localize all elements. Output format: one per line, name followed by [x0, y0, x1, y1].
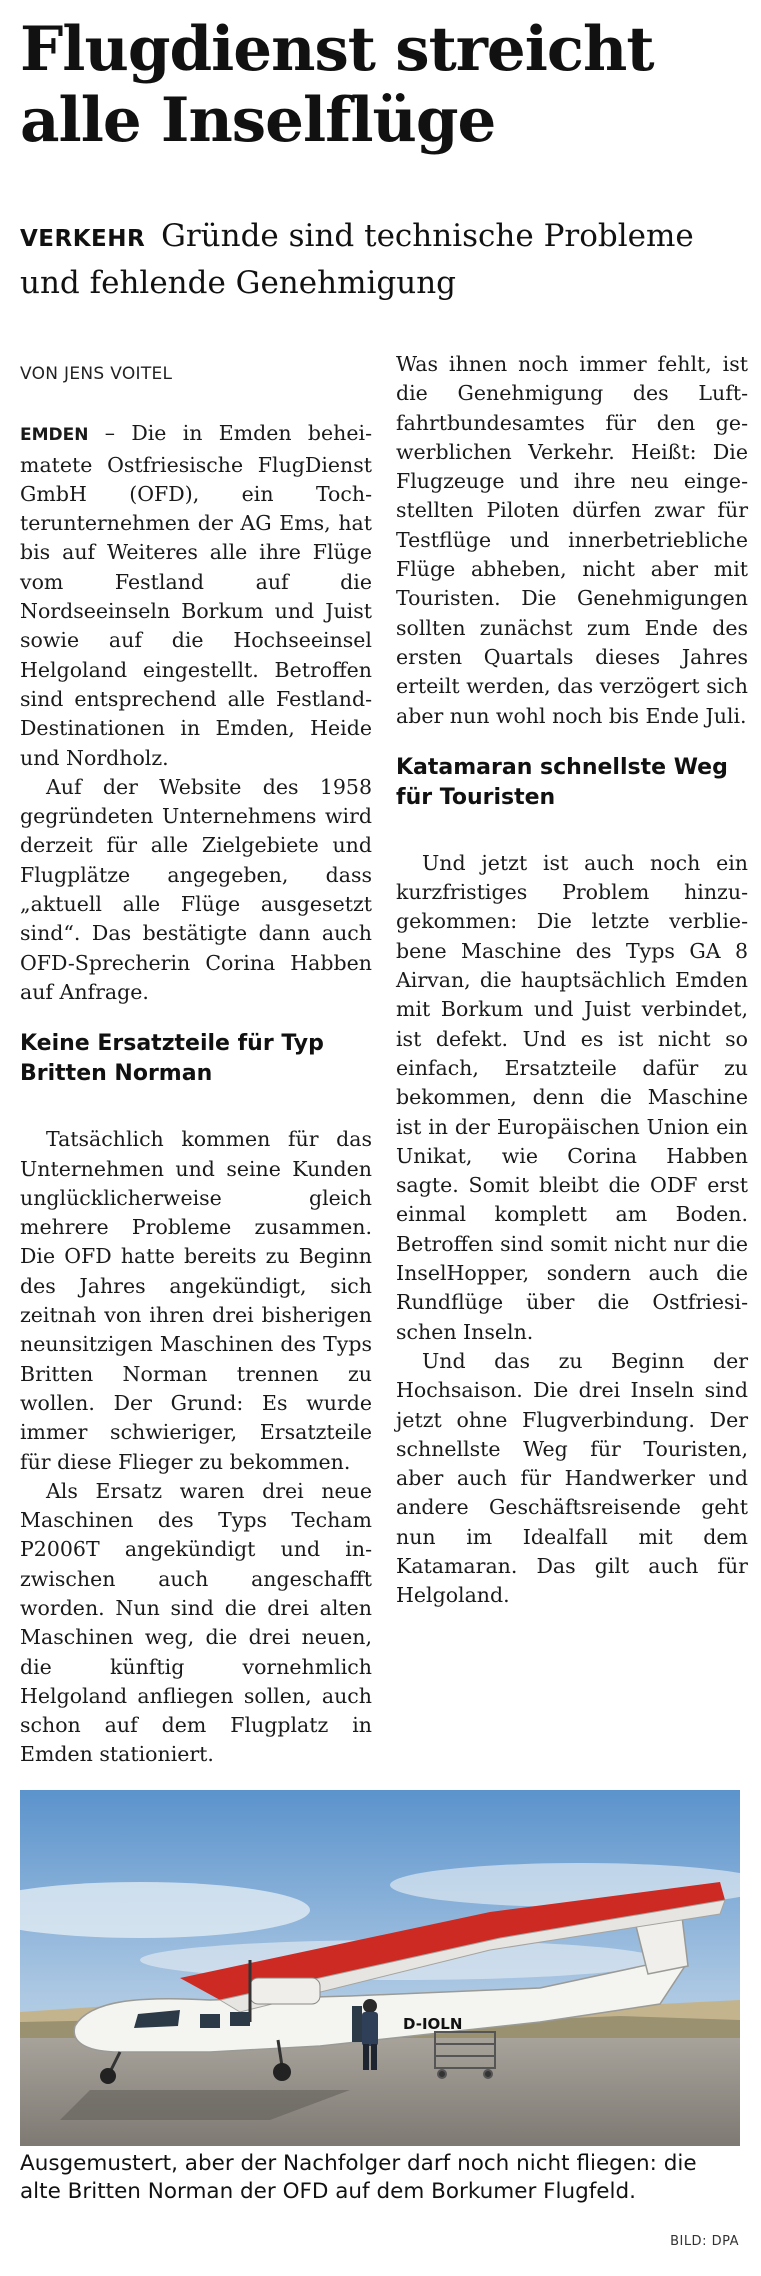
- column-right: [396, 350, 748, 1611]
- paragraph: [20, 419, 372, 773]
- photo-caption: Ausgemustert, aber der Nachfolger darf noch nicht fliegen: die alte Britten Norman der OFD auf dem Borkumer Flugfeld.: [20, 2151, 697, 2204]
- engine: [250, 1978, 320, 2004]
- paragraph: Was ihnen noch immer fehlt, ist die Genehmigung des Luftfahrtbundesamtes für den gewerblichen Verkehr. Heißt: Die Flugzeuge und ihre neu eingestellten Piloten dürfen zwar für Testflüge und innerbetriebliche Flüge abheben, nicht aber mit Touristen. Die Genehmigungen sollten zunächst zum Ende des ersten Quartals dieses Jahres erteilt werden, das verzögert sich aber nun wohl noch bis Ende Juli.: [396, 352, 748, 728]
- window: [230, 2012, 250, 2026]
- headline-line-2: alle Inselflüge: [20, 85, 496, 156]
- column-left: [20, 350, 372, 1770]
- photo-credit: BILD: DPA: [670, 2234, 739, 2249]
- kicker: VERKEHR: [20, 226, 146, 252]
- paragraph: Tatsächlich kommen für das Unternehmen und seine Kunden unglücklicherweise gleich mehrere Probleme zusammen. Die OFD hatte bereits zu Beginn des Jahres angekündigt, sich zeitnah von ihren drei bisherigen neunsitzigen Maschinen des Typs Britten Norman trennen zu wollen. Der Grund: Es wurde immer schwieriger, Ersatzteile für diese Flieger zu bekommen.: [20, 1127, 372, 1474]
- window: [200, 2014, 220, 2028]
- paragraph: Und jetzt ist auch noch ein kurzfristiges Problem hinzugekommen: Die letzte verbliebene Maschine des Typs GA 8 Airvan, die hauptsächlich Emden mit Borkum und Juist verbindet, ist defekt. Und es ist nicht so einfach, Ersatzteile dafür zu bekommen, denn die Maschine ist in der Europäischen Union ein Unikat, wie Corina Habben sagte. Somit bleibt die ODF erst einmal komplett am Boden. Betroffen sind somit nicht nur die InselHopper, sondern auch die Rundflüge über die Ostfriesischen Inseln.: [396, 850, 748, 1344]
- headline-line-1: Flugdienst streicht: [20, 14, 654, 85]
- wheel: [273, 2063, 291, 2081]
- paragraph: Und das zu Beginn der Hochsaison. Die drei Inseln sind jetzt ohne Flugverbindung. Der schnellste Weg für Touristen, aber auch für Handwerker und andere Geschäftsreisende geht nun im Idealfall mit dem Katamaran. Das gilt auch für Helgoland.: [396, 1348, 748, 1608]
- wheel: [100, 2068, 116, 2084]
- airplane-photo: [20, 1790, 740, 2146]
- door: [352, 2006, 362, 2042]
- subheadline-text: Gründe sind technische Probleme und fehlende Genehmigung: [20, 218, 694, 301]
- subheadline: [20, 214, 740, 305]
- paragraph-text: – Die in Emden beheimatete Ostfriesische FlugDienst GmbH (OFD), ein Tochterunternehmen der AG Ems, hat bis auf Weiteres alle ihre Flüge vom Festland auf die Nordseeinseln Borkum und Juist sowie auf die Hochseeinsel Helgoland eingestellt. Betroffen sind entsprechend alle Festland-Destinationen in Emden, Heide und Nordholz.: [20, 421, 372, 770]
- aircraft-registration: D-IOLN: [403, 2015, 463, 2033]
- dateline: EMDEN: [20, 425, 89, 446]
- paragraph: Auf der Website des 1958 gegründeten Unternehmens wird derzeit für alle Zielgebiete und Flugplätze angegeben, dass „aktuell alle Flüge ausgesetzt sind“. Das bestätigte dann auch OFD-Sprecherin Corina Habben auf Anfrage.: [20, 774, 372, 1004]
- headline: [20, 14, 740, 156]
- article-photo: [20, 1790, 740, 2146]
- byline: VON JENS VOITEL: [20, 364, 173, 384]
- section-subtitle: Keine Ersatzteile für Typ Britten Norman: [20, 1031, 324, 1087]
- paragraph: Als Ersatz waren drei neue Maschinen des Typs Techam P2006T angekündigt und inzwischen auch angeschafft worden. Nun sind die drei alten Maschinen weg, die drei neuen, die künftig vornehmlich Helgoland anfliegen sollen, auch schon auf dem Flugplatz in Emden stationiert.: [20, 1478, 372, 1767]
- section-subtitle: Katamaran schnellste Weg für Touristen: [396, 754, 728, 810]
